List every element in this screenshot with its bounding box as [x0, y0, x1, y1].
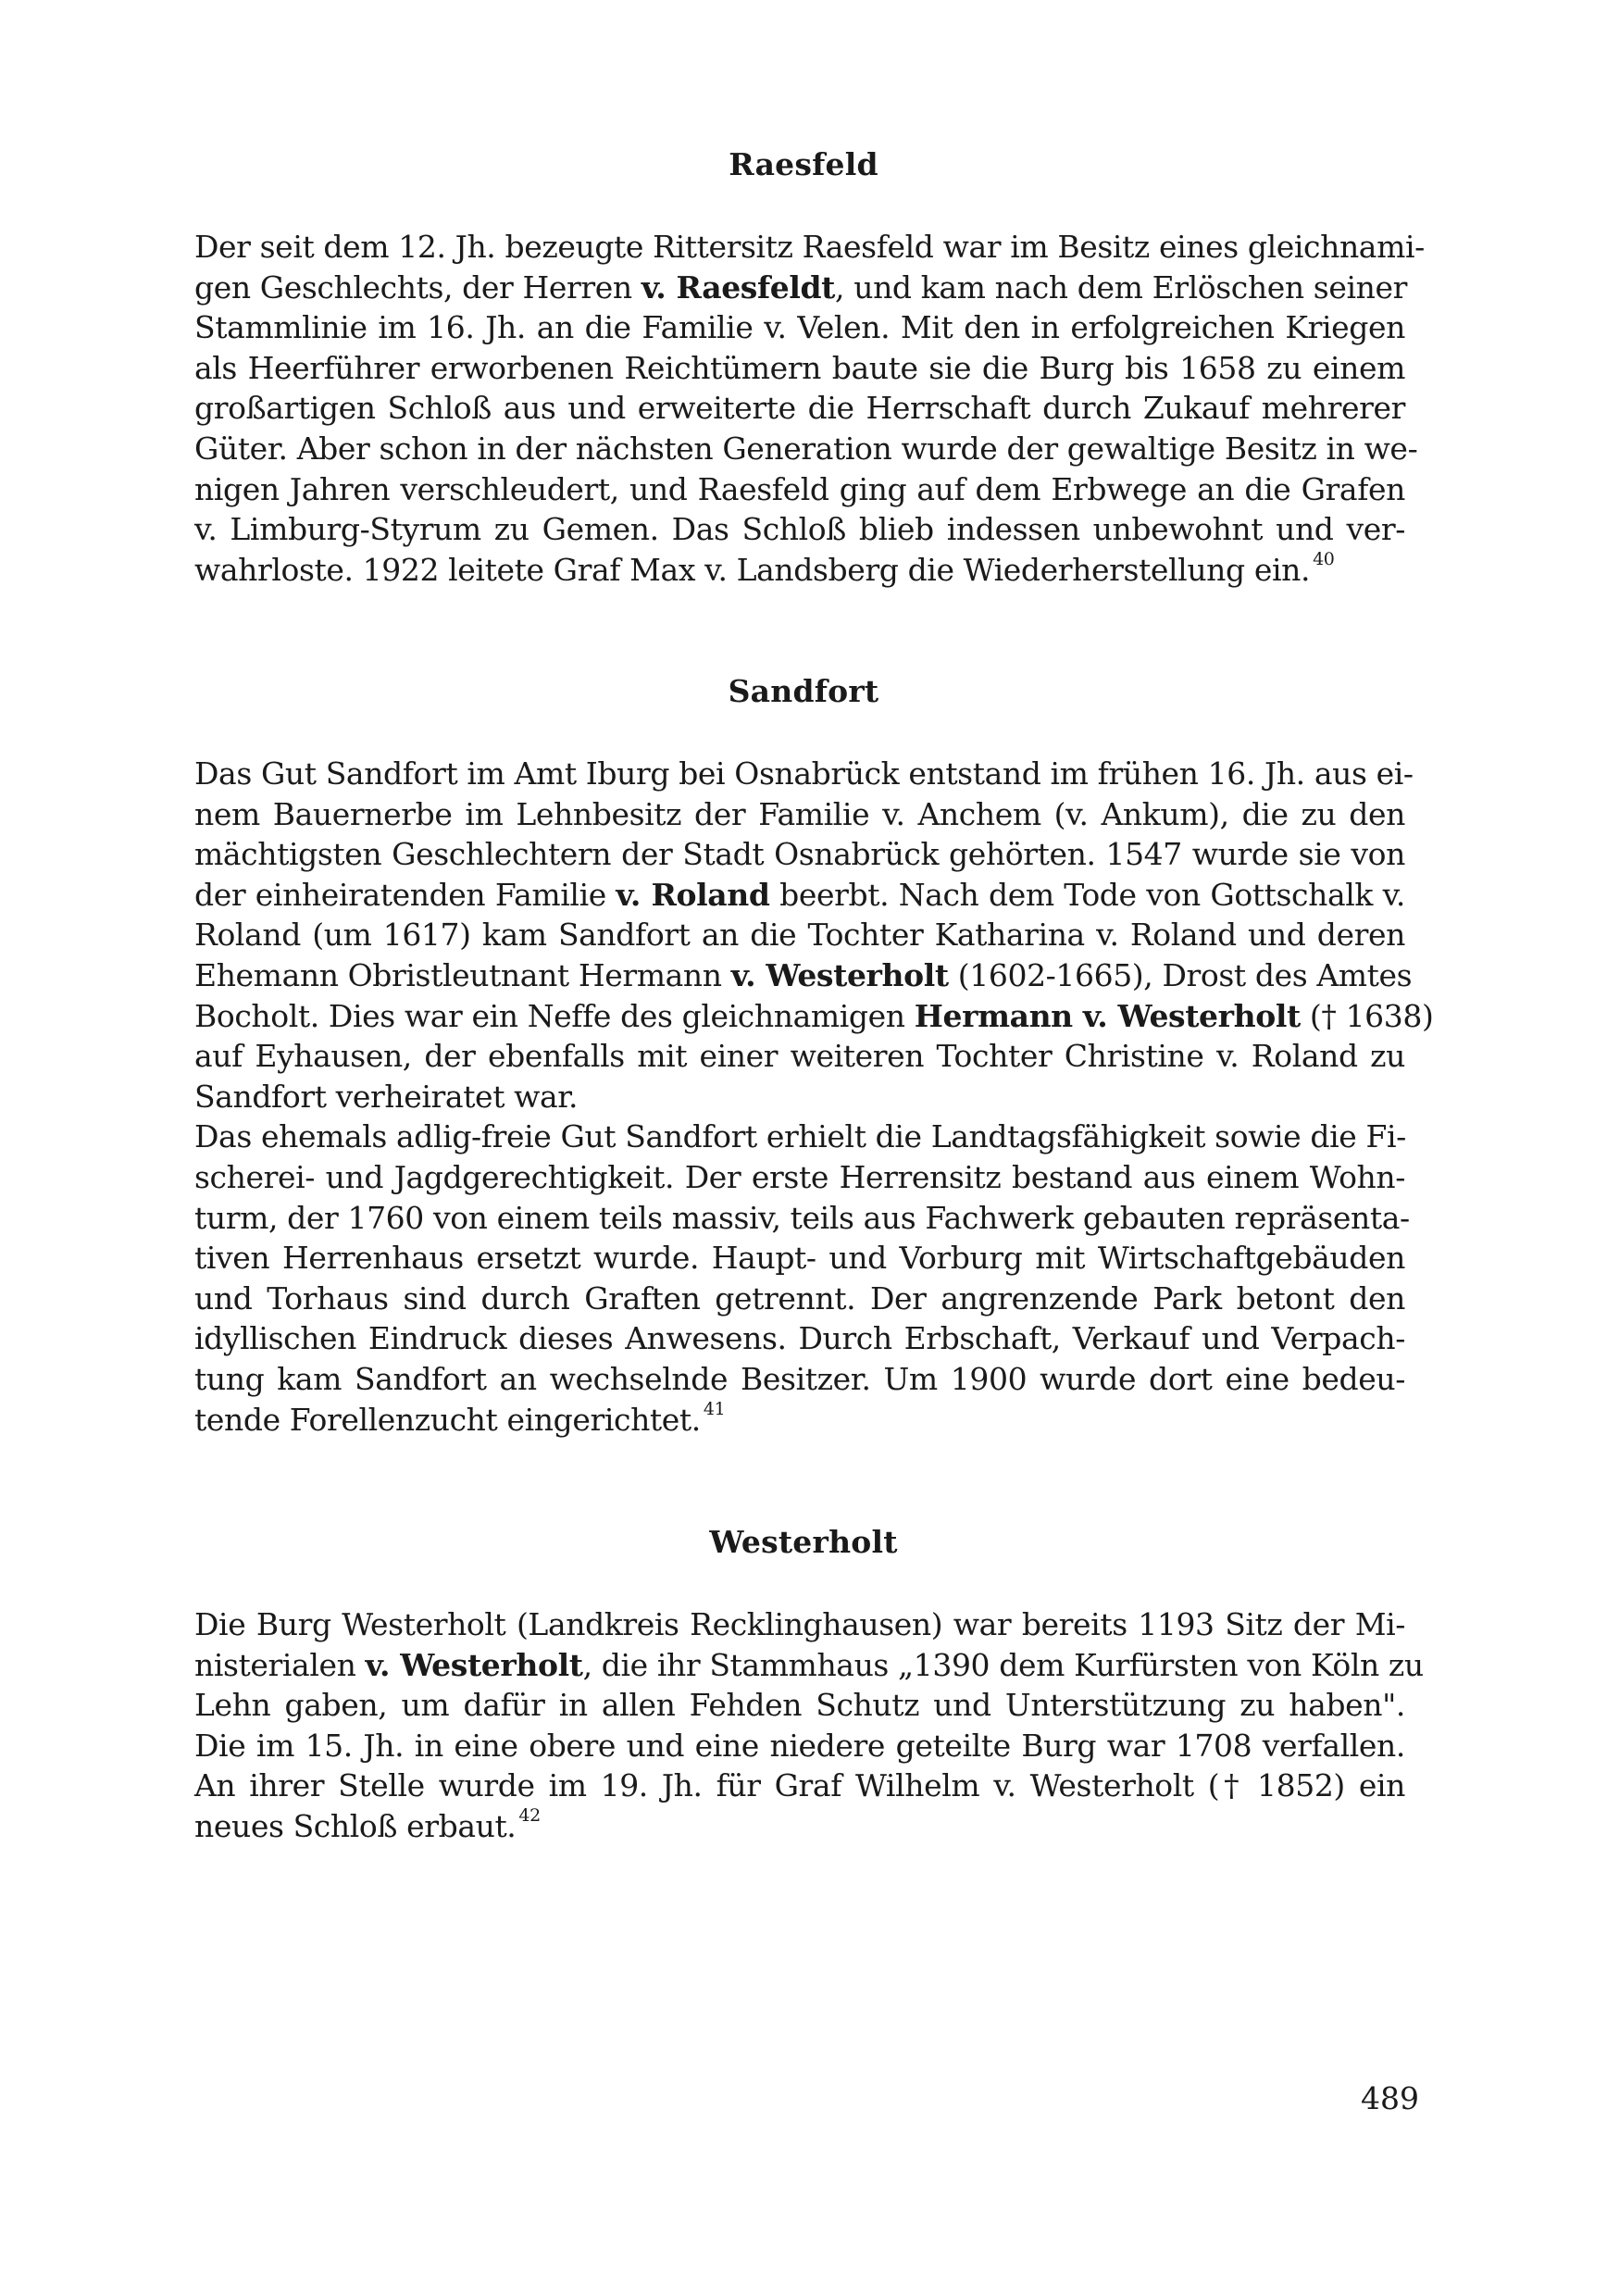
text-run: nem Bauernerbe im Lehnbesitz der Familie v. Anchem (v. Ankum), die zu den — [194, 795, 1405, 832]
text-run: großartigen Schloß aus und erweiterte die Herrschaft durch Zukauf mehrerer — [194, 390, 1405, 427]
text-run: beerbt. Nach dem Tode von Gottschalk v. — [769, 876, 1405, 913]
text-line — [194, 1077, 1405, 1117]
text-run: , und kam nach dem Erlöschen seiner — [835, 268, 1407, 306]
text-line — [194, 348, 1405, 389]
text-run: Sandfort verheiratet war. — [194, 1078, 579, 1115]
bold-name: v. Roland — [616, 876, 770, 913]
section-body-sandfort — [194, 754, 1434, 1440]
text-line — [194, 875, 1405, 916]
text-run: idyllischen Eindruck dieses Anwesens. Durch Erbschaft, Verkauf und Verpach- — [194, 1320, 1405, 1357]
text-line — [194, 388, 1405, 429]
text-line — [194, 1726, 1405, 1766]
section-body-westerholt — [194, 1604, 1424, 1847]
text-line — [194, 509, 1405, 550]
text-line — [194, 1036, 1405, 1077]
text-run: v. Limburg-Styrum zu Gemen. Das Schloß blieb indessen unbewohnt und ver- — [194, 511, 1405, 548]
text-run: Das ehemals adlig-freie Gut Sandfort erhielt die Landtagsfähigkeit sowie die Fi- — [194, 1118, 1406, 1155]
page-number: 489 — [1361, 2080, 1419, 2116]
bold-name: v. Westerholt — [365, 1646, 583, 1683]
text-line — [194, 754, 1414, 794]
text-run: tung kam Sandfort an wechselnde Besitzer. Um 1900 wurde dort eine bedeu- — [194, 1360, 1405, 1397]
text-run: scherei- und Jagdgerechtigkeit. Der erste Herrensitz bestand aus einem Wohn- — [194, 1158, 1405, 1195]
text-run: gen Geschlechts, der Herren — [194, 268, 642, 306]
text-line — [194, 1359, 1405, 1400]
text-line — [194, 429, 1418, 469]
text-run: Der seit dem 12. Jh. bezeugte Rittersitz Raesfeld war im Besitz eines gleichnami- — [194, 229, 1425, 265]
text-run: und Torhaus sind durch Graften getrennt. Der angrenzende Park betont den — [194, 1279, 1405, 1316]
section-heading-raesfeld: Raesfeld — [729, 146, 878, 182]
section-heading-sandfort: Sandfort — [728, 673, 879, 709]
footnote-marker: 40 — [1313, 548, 1335, 569]
text-line — [194, 834, 1405, 875]
text-run: , die ihr Stammhaus „1390 dem Kurfürsten von Köln zu — [582, 1646, 1424, 1683]
text-run: mächtigsten Geschlechtern der Stadt Osnabrück gehörten. 1547 wurde sie von — [194, 836, 1405, 873]
text-run: Roland (um 1617) kam Sandfort an die Tochter Katharina v. Roland und deren — [194, 917, 1405, 954]
text-line — [194, 469, 1405, 510]
text-line — [194, 794, 1405, 835]
text-line — [194, 307, 1405, 348]
text-line — [194, 1645, 1424, 1686]
text-line — [194, 1318, 1405, 1359]
text-line — [194, 915, 1405, 955]
text-line — [194, 1279, 1405, 1319]
text-line — [194, 1117, 1405, 1157]
section-heading-westerholt: Westerholt — [709, 1524, 898, 1560]
text-line — [194, 1238, 1405, 1279]
text-line — [194, 227, 1425, 268]
text-run: tende Forellenzucht eingerichtet. — [194, 1401, 701, 1438]
bold-name: v. Westerholt — [730, 956, 949, 993]
text-run: nigen Jahren verschleudert, und Raesfeld ging auf dem Erbwege an die Grafen — [194, 470, 1405, 507]
text-line — [194, 1604, 1405, 1645]
text-run: Die im 15. Jh. in eine obere und eine niedere geteilte Burg war 1708 verfallen. — [194, 1727, 1405, 1764]
text-line — [194, 1766, 1405, 1806]
text-run: neues Schloß erbaut. — [194, 1807, 517, 1844]
text-line — [194, 1198, 1410, 1239]
text-run: als Heerführer erworbenen Reichtümern baute sie die Burg bis 1658 zu einem — [194, 349, 1405, 386]
text-line — [194, 996, 1434, 1037]
text-run: An ihrer Stelle wurde im 19. Jh. für Graf Wilhelm v. Westerholt († 1852) ein — [194, 1767, 1405, 1804]
text-run: Das Gut Sandfort im Amt Iburg bei Osnabrück entstand im frühen 16. Jh. aus ei- — [194, 755, 1414, 792]
text-line — [194, 1157, 1405, 1198]
text-run: nisterialen — [194, 1646, 366, 1683]
text-line — [194, 955, 1413, 996]
text-run: wahrloste. 1922 leitete Graf Max v. Landsberg die Wiederherstellung ein. — [194, 551, 1311, 588]
footnote-marker: 42 — [518, 1804, 541, 1826]
text-run: († 1638) — [1300, 997, 1434, 1034]
text-run: tiven Herrenhaus ersetzt wurde. Haupt- und Vorburg mit Wirtschaftgebäuden — [194, 1240, 1405, 1277]
bold-name: v. Raesfeldt — [641, 268, 836, 306]
text-line — [194, 550, 1405, 591]
text-run: Lehn gaben, um dafür in allen Fehden Schutz und Unterstützung zu haben". — [194, 1687, 1405, 1724]
text-run: Ehemann Obristleutnant Hermann — [194, 956, 731, 993]
text-line — [194, 268, 1405, 308]
text-line — [194, 1806, 1405, 1847]
text-run: Güter. Aber schon in der nächsten Generation wurde der gewaltige Besitz in we- — [194, 430, 1418, 467]
text-run: (1602-1665), Drost des Amtes — [948, 956, 1413, 993]
text-run: Stammlinie im 16. Jh. an die Familie v. Velen. Mit den in erfolgreichen Kriegen — [194, 309, 1405, 346]
footnote-marker: 41 — [703, 1398, 726, 1419]
text-line — [194, 1400, 1405, 1441]
text-run: Die Burg Westerholt (Landkreis Recklinghausen) war bereits 1193 Sitz der Mi- — [194, 1606, 1405, 1642]
text-run: auf Eyhausen, der ebenfalls mit einer weiteren Tochter Christine v. Roland zu — [194, 1038, 1405, 1075]
text-run: der einheiratenden Familie — [194, 876, 617, 913]
text-run: turm, der 1760 von einem teils massiv, teils aus Fachwerk gebauten repräsenta- — [194, 1199, 1410, 1236]
text-run: Bocholt. Dies war ein Neffe des gleichnamigen — [194, 997, 915, 1034]
section-body-raesfeld — [194, 227, 1425, 590]
bold-name: Hermann v. Westerholt — [914, 997, 1301, 1034]
text-line — [194, 1685, 1405, 1726]
